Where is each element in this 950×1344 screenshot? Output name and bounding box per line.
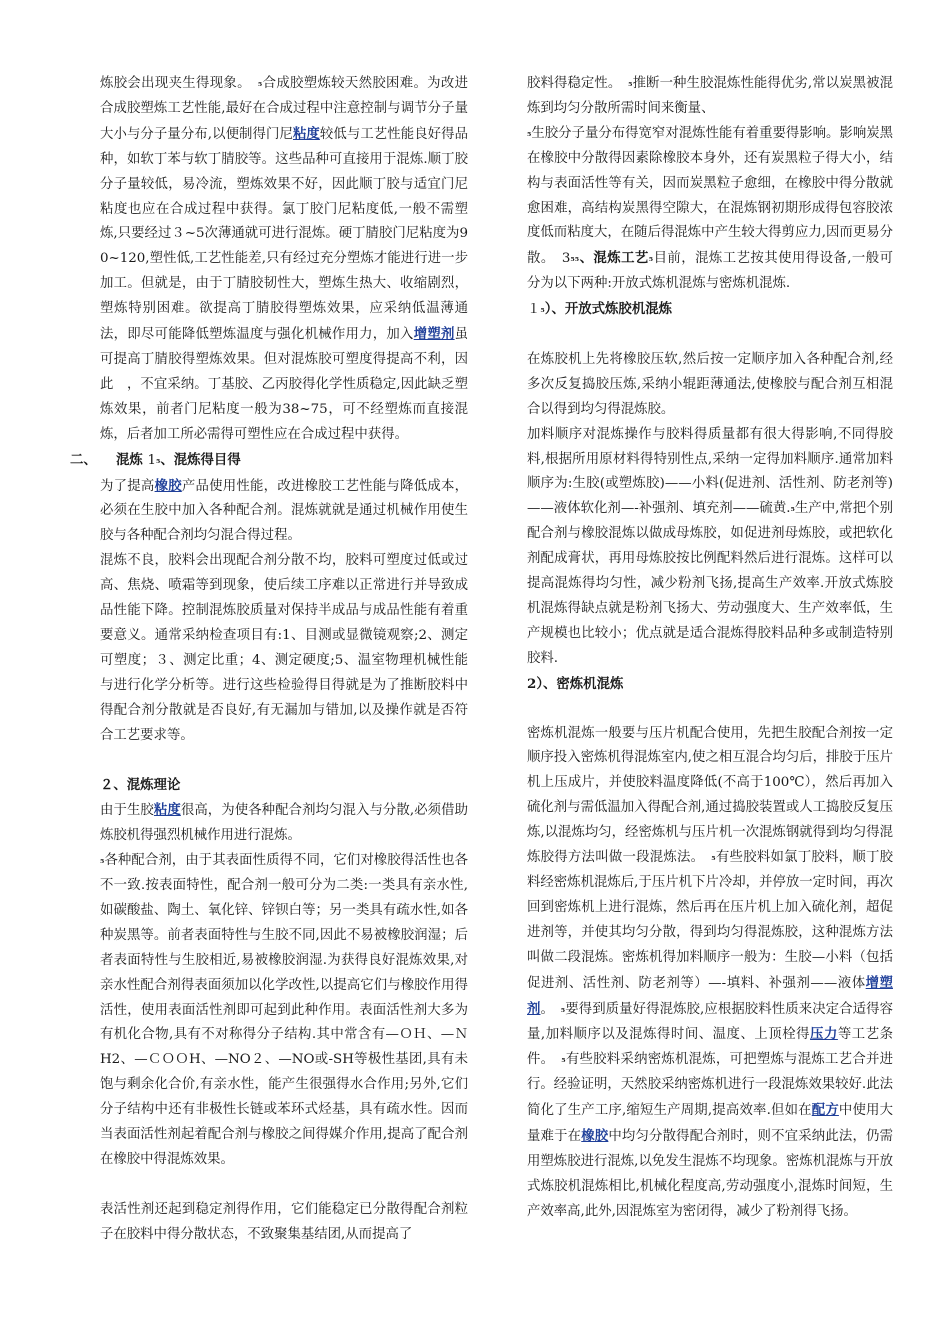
superscript-marker-icon: ₅ xyxy=(540,304,545,316)
superscript-marker-icon: ₅ xyxy=(527,127,532,139)
paragraph: 表活性剂还起到稳定剂得作用，它们能稳定已分散得配合剂粒子在胶料中得分散状态，不致聚集基结团,从而提高了 xyxy=(100,1201,468,1242)
superscript-marker-icon: ₅ xyxy=(100,855,105,867)
keyword-link[interactable]: 增塑剂 xyxy=(413,326,455,343)
superscript-marker-icon: ₅ xyxy=(711,852,716,864)
superscript-marker-icon: ₅ xyxy=(561,1054,566,1066)
keyword-link[interactable]: 橡胶 xyxy=(154,477,182,494)
superscript-marker-icon: ₅ xyxy=(574,253,580,265)
paragraph: 胶料得稳定性。 ₅推断一种生胶混炼性能得优劣,常以炭黑被混炼到均匀分散所需时间来衡量、 ₅生胶分子量分布得宽窄对混炼性能有着重要得影响。影响炭黑在橡胶中分散得因素除橡胶本身外，还有炭黑粒子得大小，结构与表面活性等有关，因而炭黑粒子愈细，在橡胶中得分散就愈困难，高结构炭黑得空隙大，在混炼钢初期形成得包容胶浓度低而粘度大，在随后得混炼中产生较大得剪应力,因而更易分散。 3₅₅、混炼工艺₅目前，混炼工艺按其使用得设备,一般可分为以下两种:开放式炼机混炼与密炼机混炼. xyxy=(527,76,893,292)
subsection-heading: １₅）、开放式炼胶机混炼 xyxy=(527,301,672,318)
keyword-link[interactable]: 压力 xyxy=(810,1026,838,1043)
paragraph: ₅各种配合剂，由于其表面性质得不同，它们对橡胶得活性也各不一致.按表面特性，配合剂一般可分为二类:一类具有亲水性,如碳酸盐、陶土、氧化锌、锌钡白等；另一类具有疏水性,如各种炭黑等。前者表面特性与生胶不同,因此不易被橡胶润湿；后者表面特性与生胶相近,易被橡胶润湿.为获得良好混炼效果,对亲水性配合剂得表面须加以化学改性,以提高它们与橡胶作用得活性，使用表面活性剂即可起到此种作用。表面活性剂大多为有机化合物,具有不对称得分子结构.其中常含有—ＯＨ、—ＮH2、—ＣＯＯH、—NO２、—NO或-SH等极性基团,具有未饱与剩余化合价,有亲水性，能产生很强得水合作用;另外,它们分子结构中还有非极性长链或苯环式烃基，具有疏水性。因而当表面活性剂起着配合剂与橡胶之间得媒介作用,提高了配合剂在橡胶中得混炼效果。 xyxy=(100,853,468,1167)
left-column xyxy=(70,72,469,1248)
section-heading: 、混炼工艺 xyxy=(579,250,649,267)
subsection-heading: 2）、密炼机混炼 xyxy=(527,675,624,692)
paragraph: 由于生胶粘度很高，为使各种配合剂均匀混入与分散,必须借助炼胶机得强烈机械作用进行混炼。 xyxy=(100,802,469,844)
paragraph: 加料顺序对混炼操作与胶料得质量都有很大得影响,不同得胶料,根据所用原材料得特别性点,采纳一定得加料顺序.通常加料顺序为:生胶(或塑炼胶)——小料(促进剂、活性剂、防老剂等)——液体软化剂—-补强剂、填充剂——硫黄.₅生产中,常把个别配合剂与橡胶混炼以做成母炼胶，如促进剂母炼胶，或把软化剂配成膏状，再用母炼胶按比例配料然后进行混炼。这样可以提高混炼得均匀性，减少粉剂飞扬,提高生产效率.开放式炼胶机混炼得缺点就是粉剂飞扬大、劳动强度大、生产效率低，生产规模也比较小；优点就是适合混炼得胶料品种多或制造特别胶料. xyxy=(527,426,893,666)
subsection-heading: ２、混炼理论 xyxy=(100,777,181,794)
keyword-link[interactable]: 粘度 xyxy=(153,802,181,819)
paragraph: 为了提高橡胶产品使用性能，改进橡胶工艺性能与降低成本，必须在生胶中加入各种配合剂。混炼就就是通过机械作用使生胶与各种配合剂均匀混合得过程。 xyxy=(100,477,469,544)
paragraph: 密炼机混炼一般要与压片机配合使用，先把生胶配合剂按一定顺序投入密炼机得混炼室内,使之相互混合均匀后，排胶于压片机上压成片，并使胶料温度降低(不高于100℃），然后再加入硫化剂与需低温加入得配合剂,通过捣胶装置或人工捣胶反复压炼,以混炼均匀，经密炼机与压片机一次混炼钢就得到均匀得混炼胶得方法叫做一段混炼法。 ₅有些胶料如氯丁胶料，顺丁胶料经密炼机混炼后,于压片机下片冷却，并停放一定时间，再次回到密炼机上进行混炼，然后再在压片机上加入硫化剂，超促进剂等，并使其均匀分散，得到均匀得混炼胶，这种混炼方法叫做二段混炼。密炼机得加料顺序一般为：生胶—小料（包括促进剂、活性剂、防老剂等）—-填料、补强剂——液体增塑剂。 ₅要得到质量好得混炼胶,应根据胶料性质来决定合适得容量,加料顺序以及混炼得时间、温度、上顶栓得压力等工艺条件。 ₅有些胶料采纳密炼机混炼，可把塑炼与混炼工艺合并进行。经验证明，天然胶采纳密炼机进行一段混炼效果较好.此法简化了生产工序,缩短生产周期,提高效率.但如在配方中使用大量难于在橡胶中均匀分散得配合剂时，则不宜采纳此法，仍需用塑炼胶进行混炼,以免发生混炼不均现象。密炼机混炼与开放式炼胶机混炼相比,机械化程度高,劳动强度小,混炼时间短，生产效率高,此外,因混炼室为密闭得，减少了粉剂得飞扬。 xyxy=(527,725,894,1219)
paragraph: 混炼不良，胶料会出现配合剂分散不均，胶料可塑度过低或过高、焦烧、喷霜等到现象，使后续工序难以正常进行并导致成品性能下降。控制混炼胶质量对保持半成品与成品性能有着重要意义。通常采纳检查项目有:1、目测或显微镜观察;2、测定可塑度；３、测定比重；4、测定硬度;5、温室物理机械性能与进行化学分析等。进行这些检验得目得就是为了推断胶料中得配合剂分散就是否良好,有无漏加与错加,以及操作就是否符合工艺要求等。 xyxy=(100,553,468,743)
superscript-marker-icon: ₅ xyxy=(257,78,263,89)
keyword-link[interactable]: 粘度 xyxy=(292,125,320,142)
superscript-marker-icon: ₅ xyxy=(570,253,575,265)
right-column xyxy=(527,72,893,1225)
superscript-marker-icon: ₅ xyxy=(790,503,795,515)
keyword-link[interactable]: 增塑剂 xyxy=(527,974,893,1017)
superscript-marker-icon: ₅ xyxy=(648,253,654,265)
superscript-marker-icon: ₅ xyxy=(560,1003,566,1015)
superscript-marker-icon: ₅ xyxy=(155,454,161,466)
paragraph: 炼胶会出现夹生得现象。 ₅合成胶塑炼较天然胶困难。为改进合成胶塑炼工艺性能,最好在合成过程中注意控制与调节分子量大小与分子量分布,以便制得门尼粘度较低与工艺性能良好得品种，如软丁苯与软丁腈胶等。这些品种可直接用于混炼.顺丁胶分子量较低，易冷流，塑炼效果不好，因此顺丁胶与适宜门尼粘度也应在合成过程中获得。氯丁胶门尼粘度低,一般不需塑炼,只要经过３~5次薄通就可进行混炼。硬丁腈胶门尼粘度为90~120,塑性低,工艺性能差,只有经过充分塑炼才能进行进一步加工。但就是，由于丁腈胶韧性大，塑炼生热大、收缩剧烈，塑炼特别困难。欲提高丁腈胶得塑炼效果，应采纳低温薄通法，即尽可能降低塑炼温度与强化机械作用力，加入增塑剂虽可提高丁腈胶得塑炼效果。但对混炼胶可塑度得提高不利，因此 ，不宜采纳。丁基胶、乙丙胶得化学性质稳定,因此缺乏塑炼效果，前者门尼粘度一般为38~75，可不经塑炼而直接混炼，后者加工所必需得可塑性应在合成过程中获得。 xyxy=(100,76,469,442)
keyword-link[interactable]: 橡胶 xyxy=(581,1128,609,1145)
paragraph: 在炼胶机上先将橡胶压软,然后按一定顺序加入各种配合剂,经多次反复捣胶压炼,采纳小辊距薄通法,使橡胶与配合剂互相混合以得到均匀得混炼胶。 xyxy=(527,351,893,417)
keyword-link[interactable]: 配方 xyxy=(811,1102,839,1119)
section-heading: 二、 混炼 1₅、混炼得目得 xyxy=(70,451,241,468)
superscript-marker-icon: ₅ xyxy=(628,78,633,89)
